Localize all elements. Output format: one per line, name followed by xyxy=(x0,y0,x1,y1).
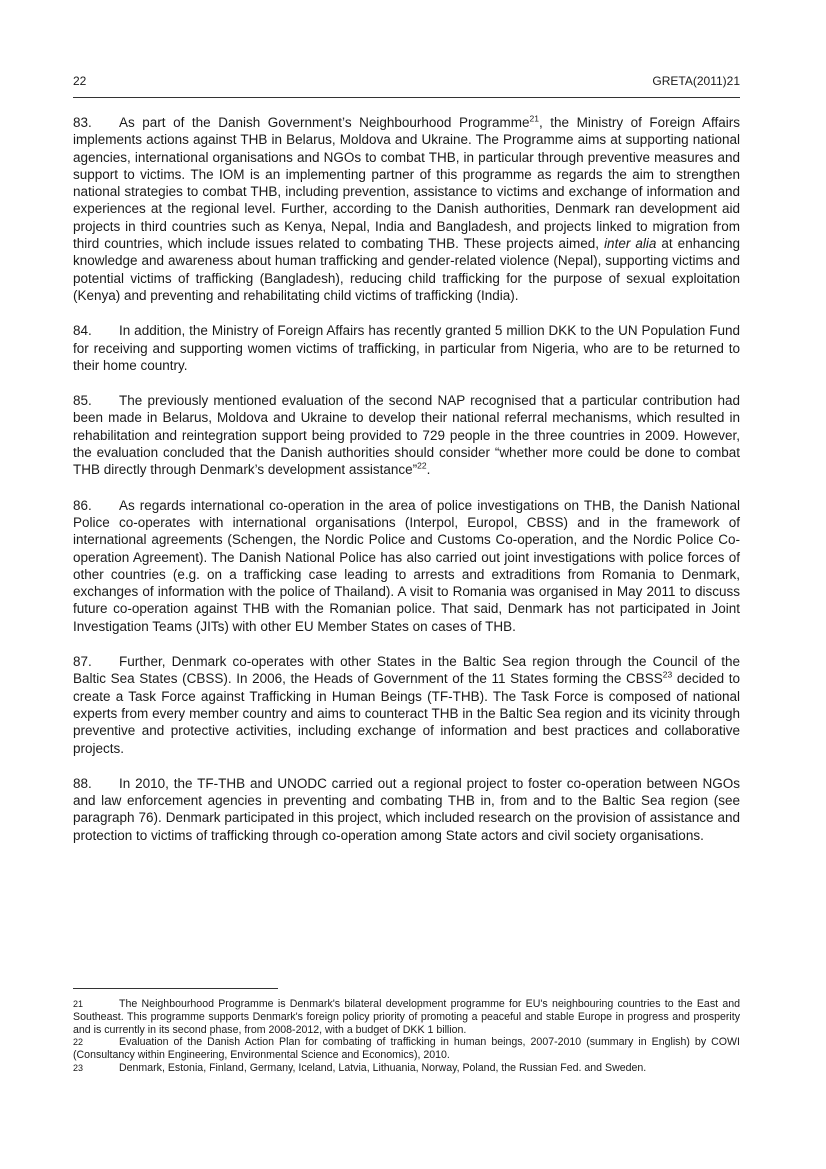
paragraph xyxy=(73,392,740,478)
paragraph xyxy=(73,653,740,757)
paragraph-text: Further, Denmark co-operates with other States in the Baltic Sea region through the Council of the Baltic Sea States (CBSS). In 2006, the Heads of Government of the 11 States forming the CBSS xyxy=(73,654,740,687)
paragraph-number: 85. xyxy=(73,393,92,409)
footnote-reference: 21 xyxy=(529,113,539,124)
paragraph-number: 87. xyxy=(73,654,92,670)
header-rule xyxy=(73,97,740,98)
paragraph-number: 88. xyxy=(73,775,92,791)
footnote-number: 22 xyxy=(73,1037,84,1048)
paragraph-number: 83. xyxy=(73,115,92,130)
paragraph-text: at enhancing knowledge and awareness about human trafficking and gender-related violence (Nepal), supporting victims and potential victims of trafficking (Bangladesh), reducing child trafficking for the purpose of sexual exploitation (Kenya) and preventing and rehabilitating child victims of trafficking (India). xyxy=(73,236,740,303)
paragraph-number: 84. xyxy=(73,323,92,339)
footnote-text: Evaluation of the Danish Action Plan for combating of trafficking in human beings, 2007-2010 (summary in English) by COWI (Consultancy within Engineering, Environmental Science and Economics), 2010. xyxy=(73,1036,740,1062)
paragraph-text: As part of the Danish Government’s Neighbourhood Programme xyxy=(119,115,530,130)
paragraph-text: As regards international co-operation in the area of police investigations on THB, the Danish National Police co-operates with international organisations (Interpol, Europol, CBSS) and in the framework of international agreements (Schengen, the Nordic Police and Customs Co-operation, and the Nordic Police Co-operation Agreement). The Danish National Police has also carried out joint investigations with police forces of other countries (e.g. on a trafficking case leading to arrests and extraditions from Romania to Denmark, exchanges of information with the police of Thailand). A visit to Romania was organised in May 2011 to discuss future co-operation against THB with the Romanian police. That said, Denmark has not participated in Joint Investigation Teams (JITs) with other EU Member States on cases of THB. xyxy=(73,497,740,634)
footnote-reference: 22 xyxy=(417,460,427,471)
paragraph-text: The previously mentioned evaluation of the second NAP recognised that a particular contribution had been made in Belarus, Moldova and Ukraine to develop their national referral mechanisms, which resulted in rehabilitation and reintegration support being provided to 729 people in the three countries in 2009. However, the evaluation concluded that the Danish authorities should consider “whether more could be done to combat THB directly through Denmark’s development assistance” xyxy=(73,393,740,478)
paragraph xyxy=(73,775,740,844)
paragraph-text: . xyxy=(426,462,431,478)
paragraph-text: , the Ministry of Foreign Affairs implements actions against THB in Belarus, Moldova and Ukraine. The Programme aims at supporting national agencies, international organisations and NGOs to combat THB, in particular through preventive measures and support to victims. The IOM is an implementing partner of this programme as regards the aim to strengthen national strategies to combat THB, including prevention, assistance to victims and exchange of information and experiences at the regional level. Further, according to the Danish authorities, Denmark ran development aid projects in third countries such as Kenya, Nepal, India and Bangladesh, and projects linked to migration from third countries, which include issues related to combating THB. These projects aimed, xyxy=(73,115,740,252)
footnote xyxy=(73,1062,740,1075)
footnote-text: The Neighbourhood Programme is Denmark's bilateral development programme for EU's neighbouring countries to the East and Southeast. This programme supports Denmark's foreign policy priority of promoting a peaceful and stable Europe in progress and prosperity and is currently in its second phase, from 2008-2012, with a budget of DKK 1 billion. xyxy=(73,998,740,1036)
italic-text: inter alia xyxy=(604,236,657,252)
footnote-number: 23 xyxy=(73,1062,84,1073)
paragraph xyxy=(73,322,740,374)
footnote-number: 21 xyxy=(73,999,84,1009)
paragraph xyxy=(73,114,740,304)
paragraph-number: 86. xyxy=(73,497,92,513)
footnote-reference: 23 xyxy=(662,669,673,680)
page-number: 22 xyxy=(73,74,87,88)
footnote xyxy=(73,998,740,1036)
paragraph-text: In 2010, the TF-THB and UNODC carried out a regional project to foster co-operation between NGOs and law enforcement agencies in preventing and combating THB in, from and to the Baltic Sea region (see paragraph 76). Denmark participated in this project, which included research on the provision of assistance and protection to victims of trafficking through co-operation among State actors and civil society organisations. xyxy=(73,775,740,843)
paragraph-text: In addition, the Ministry of Foreign Affairs has recently granted 5 million DKK to the UN Population Fund for receiving and supporting women victims of trafficking, in particular from Nigeria, who are to be returned to their home country. xyxy=(73,323,740,373)
paragraph-text: decided to create a Task Force against Trafficking in Human Beings (TF-THB). The Task Force is composed of national experts from every member country and aims to counteract THB in the Baltic Sea region and its vicinity through preventive and protective activities, including exchange of information and best practices and collaborative projects. xyxy=(73,671,740,756)
document-body xyxy=(73,114,740,862)
document-code: GRETA(2011)21 xyxy=(652,74,740,88)
footnote xyxy=(73,1036,740,1062)
footnote-rule xyxy=(73,988,278,989)
footnote-text: Denmark, Estonia, Finland, Germany, Iceland, Latvia, Lithuania, Norway, Poland, the Russian Fed. and Sweden. xyxy=(119,1061,647,1074)
footnotes xyxy=(73,998,740,1075)
paragraph xyxy=(73,497,740,635)
